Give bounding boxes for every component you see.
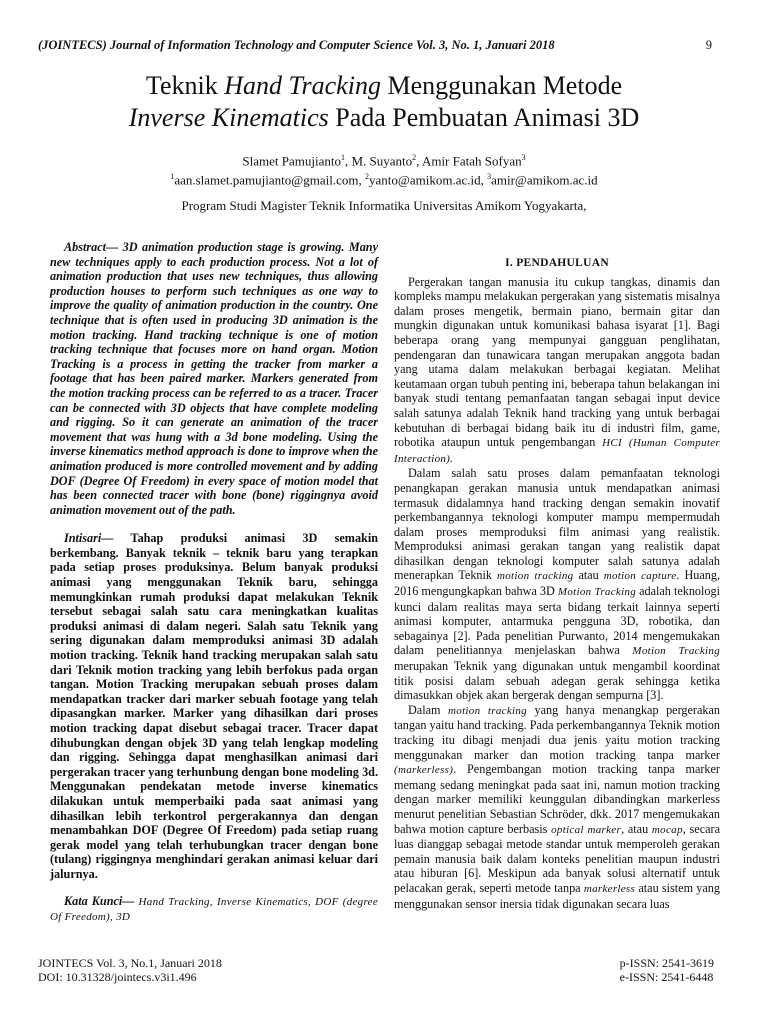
author-name: , Amir Fatah Sofyan [416, 153, 522, 169]
footer-left [38, 956, 222, 984]
author-email: yanto@amikom.ac.id, [368, 172, 488, 188]
section-heading: I. PENDAHULUAN [505, 257, 609, 269]
keywords-lead: Kata Kunci— [64, 893, 135, 908]
paragraph-italic: markerless [583, 882, 636, 895]
footer-journal: JOINTECS Vol. 3, No.1, Januari 2018 [38, 956, 222, 970]
footer-doi: DOI: 10.31328/jointecs.v3i1.496 [38, 970, 197, 984]
author-sup: 1 [340, 153, 345, 162]
author-sup: 2 [412, 153, 417, 162]
author-name: , M. Suyanto [344, 153, 413, 169]
paragraph-italic: Motion Tracking [557, 586, 637, 599]
author-emails [0, 169, 768, 188]
author-email: aan.slamet.pamujianto@gmail.com, [174, 172, 365, 188]
paragraph-italic: motion tracking [497, 570, 574, 583]
email-sup: 3 [487, 172, 492, 182]
email-sup: 1 [170, 172, 175, 182]
journal-header: (JOINTECS) Journal of Information Technology and Computer Science Vol. 3, No. 1, Januari 2018 [38, 38, 555, 52]
title-line-1 [30, 70, 738, 102]
paragraph-text: merupakan Teknik yang digunakan untuk mengambil koordinat titik posisi dalam sebuah adegan gerak sehingga ketika dimasukkan objek akan bergerak dengan sempurna [3]. [394, 659, 720, 703]
paragraph-text: Dalam [408, 702, 449, 717]
footer-right [620, 956, 714, 984]
paragraph-italic: (markerless) [394, 764, 454, 777]
paragraph-text: Pergerakan tangan manusia itu cukup tangkas, dinamis dan kompleks mampu melakukan pergerakan yang sistematis misalnya dalam proses mengetik, bermain piano, bermain gitar dan mungkin digunakan untuk komunikasi bahasa isyarat [1]. Bagi beberapa orang yang mempunyai gangguan penglihatan, pendengaran dan tunawicara tangan merupakan anggota badan yang utama dalam melakukan berbagai kegiatan. Melihat keutamaan organ tubuh penting ini, beberapa tahun belakangan ini banyak studi tentang pemanfaatan tangan sebagai input device salah satunya adalah Teknik hand tracking yang untuk berbagai kebutuhan di berbagai bidang baik itu di industri film, game, robotika ataupun untuk pengembangan [394, 274, 720, 450]
abstract-text: 3D animation production stage is growing. Many new techniques apply to each production process. Not a lot of animation production that uses new techniques, thus allowing production houses to perform such techniques as one way to improve the quality of animation production in the country. One technique that is often used in producing 3D animation is the motion tracking. Hand tracking technique is one of motion tracking technique that focuses more on hand organ. Motion Tracking is a process in getting the tracker from marker a footage that has been paired marker. Markers generated from the motion tracking process can be referred to as a tracer. Tracer can be connected with 3D objects that have complete modeling and rigging. So it can generate an animation of the tracer movement that was hung with a 3d bone modeling. Using the inverse kinematics method approach is done to improve when the animation produced is more controlled movement and by adding DOF (Degree Of Freedom) in every space of motion model that has been connected tracer with bone (bone) riggingnya avoid animation movement out of the path. [50, 240, 378, 517]
title-italic: Hand Tracking [224, 71, 381, 100]
keywords [50, 894, 378, 925]
paragraph-italic: HCI (Human Computer Interaction). [394, 437, 720, 465]
paragraph-text: , atau [621, 821, 652, 836]
author-names [0, 150, 768, 169]
paragraph-italic: motion tracking [448, 704, 527, 717]
page-number: 9 [705, 38, 712, 52]
paragraph [394, 703, 720, 911]
left-column [50, 240, 378, 925]
intisari-lead: Intisari— [64, 531, 114, 546]
title-line-2 [30, 102, 738, 134]
author-name: Slamet Pamujianto [242, 153, 341, 169]
title-text: Teknik [145, 71, 225, 100]
intisari [50, 531, 378, 881]
title-text: Pada Pembuatan Animasi 3D [328, 103, 640, 132]
paragraph-text: yang hanya menangkap pergerakan tangan yaitu hand tracking. Pada perkembangannya Teknik motion tracking itu dibagi menjadi dua jenis yaitu motion tracking menggunakan marker dan motion tracking tanpa marker [394, 702, 720, 762]
paragraph-text: . Huang, 2016 mengungkapkan bahwa 3D [394, 568, 720, 599]
abstract-lead: Abstract— [64, 240, 119, 254]
paragraph-italic: Motion Tracking [632, 645, 721, 658]
paper-title [30, 70, 738, 134]
title-italic: Inverse Kinematics [128, 103, 329, 132]
title-text: Menggunakan Metode [380, 71, 623, 100]
email-sup: 2 [364, 172, 369, 182]
paragraph-italic: motion capture [603, 570, 677, 583]
right-column [394, 240, 720, 911]
paragraph-text: atau [573, 568, 604, 583]
affiliation: Program Studi Magister Teknik Informatika Universitas Amikom Yogyakarta, [181, 198, 587, 213]
paragraph-italic: optical marker [551, 823, 622, 836]
footer-pissn: p-ISSN: 2541-3619 [619, 956, 714, 970]
paragraph-text: , secara luas dianggap sebagai metode standar untuk memperoleh gerakan pemain manusia baik dalam konteks penelitian maupun industri atau hiburan [6]. Meskipun ada banyak solusi alternatif untuk pelacakan gerak, seperti metode tanpa [394, 821, 720, 895]
keywords-text: Hand Tracking, Inverse Kinematics, DOF (degree Of Freedom), 3D [50, 895, 379, 924]
author-email: amir@amikom.ac.id [491, 172, 598, 188]
paragraph-text: adalah teknologi kunci dalam realitas maya serta bidang terkait lainnya seperti animasi komputer, antarmuka pengguna 3D, robotika, dan sebagainya [2]. Pada penelitian Purwanto, 2014 mengemukakan dalam penelitiannya menjelaskan bahwa [394, 584, 720, 658]
paragraph-text: Dalam salah satu proses dalam pemanfaatan teknologi penangkapan gerakan manusia untuk mendapatkan animasi termasuk didalamnya hand tracking dengan semakin inovatif perkembangannya teknologi komputer mampu mempermudah dalam proses memproduksi film animasi yang realistik. Memproduksi animasi gerakan tangan yang realistik dapat dihasilkan dengan teknologi komputer salah satunya adalah menerapkan Teknik [394, 466, 720, 583]
abstract [50, 240, 378, 517]
paragraph-text: . Pengembangan motion tracking tanpa marker memang sedang meningkat pada saat ini, namun motion tracking dengan marker memiliki keunggulan dibandingkan markerless menurut penelitian Sebastian Schröder, dkk. 2017 mengemukakan bahwa motion capture berbasis [394, 762, 720, 836]
author-block [0, 150, 768, 189]
author-sup: 3 [521, 153, 526, 162]
page-header [0, 38, 768, 54]
footer-eissn: e-ISSN: 2541-6448 [619, 970, 714, 984]
paragraph-italic: mocap [651, 823, 683, 836]
paragraph-text: atau sistem yang menggunakan sensor inersia tidak digunakan secara luas [394, 880, 720, 911]
paragraph [394, 466, 720, 703]
intisari-text: Tahap produksi animasi 3D semakin berkembang. Banyak teknik – teknik baru yang terapkan pada setiap proses produksinya. Belum banyak produksi animasi yang menggunakan Teknik baru, sehingga memungkinkan rumah produksi dapat melakukan Teknik tersebut sebagai salah satu cara meningkatkan kualitas produksi animasi di dalam negeri. Salah satu Teknik yang sering digunakan dalam memproduksi animasi 3D adalah motion tracking. Teknik hand tracking merupakan salah satu dari Teknik motion tracking yang lebih berfokus pada organ tangan. Motion Tracking merupakan sebuah proses dalam mendapatkan tracker dari marker sebuah footage yang telah dipasangkan marker. Marker yang dihasilkan dari proses motion tracking dapat disebut sebagai tracer. Tracer dapat dihubungkan dengan objek 3D yang telah lengkap modeling dan rigging. Sehingga dapat menghasilkan animasi dari pergerakan tracer yang terhunbung dengan bone modeling 3d. Menggunakan pendekatan metode inverse kinematics dilakukan untuk memperbaiki pada saat animasi yang dihasilkan lebih terkontrol pergerakannya dan dengan menambahkan DOF (Degree Of Freedom) pada setiap ruang gerak model yang telah terhubungkan tracer dengan bone (tulang) riggingnya menghindari gerakan animasi keluar dari jalurnya. [50, 531, 378, 881]
paragraph [394, 275, 720, 467]
